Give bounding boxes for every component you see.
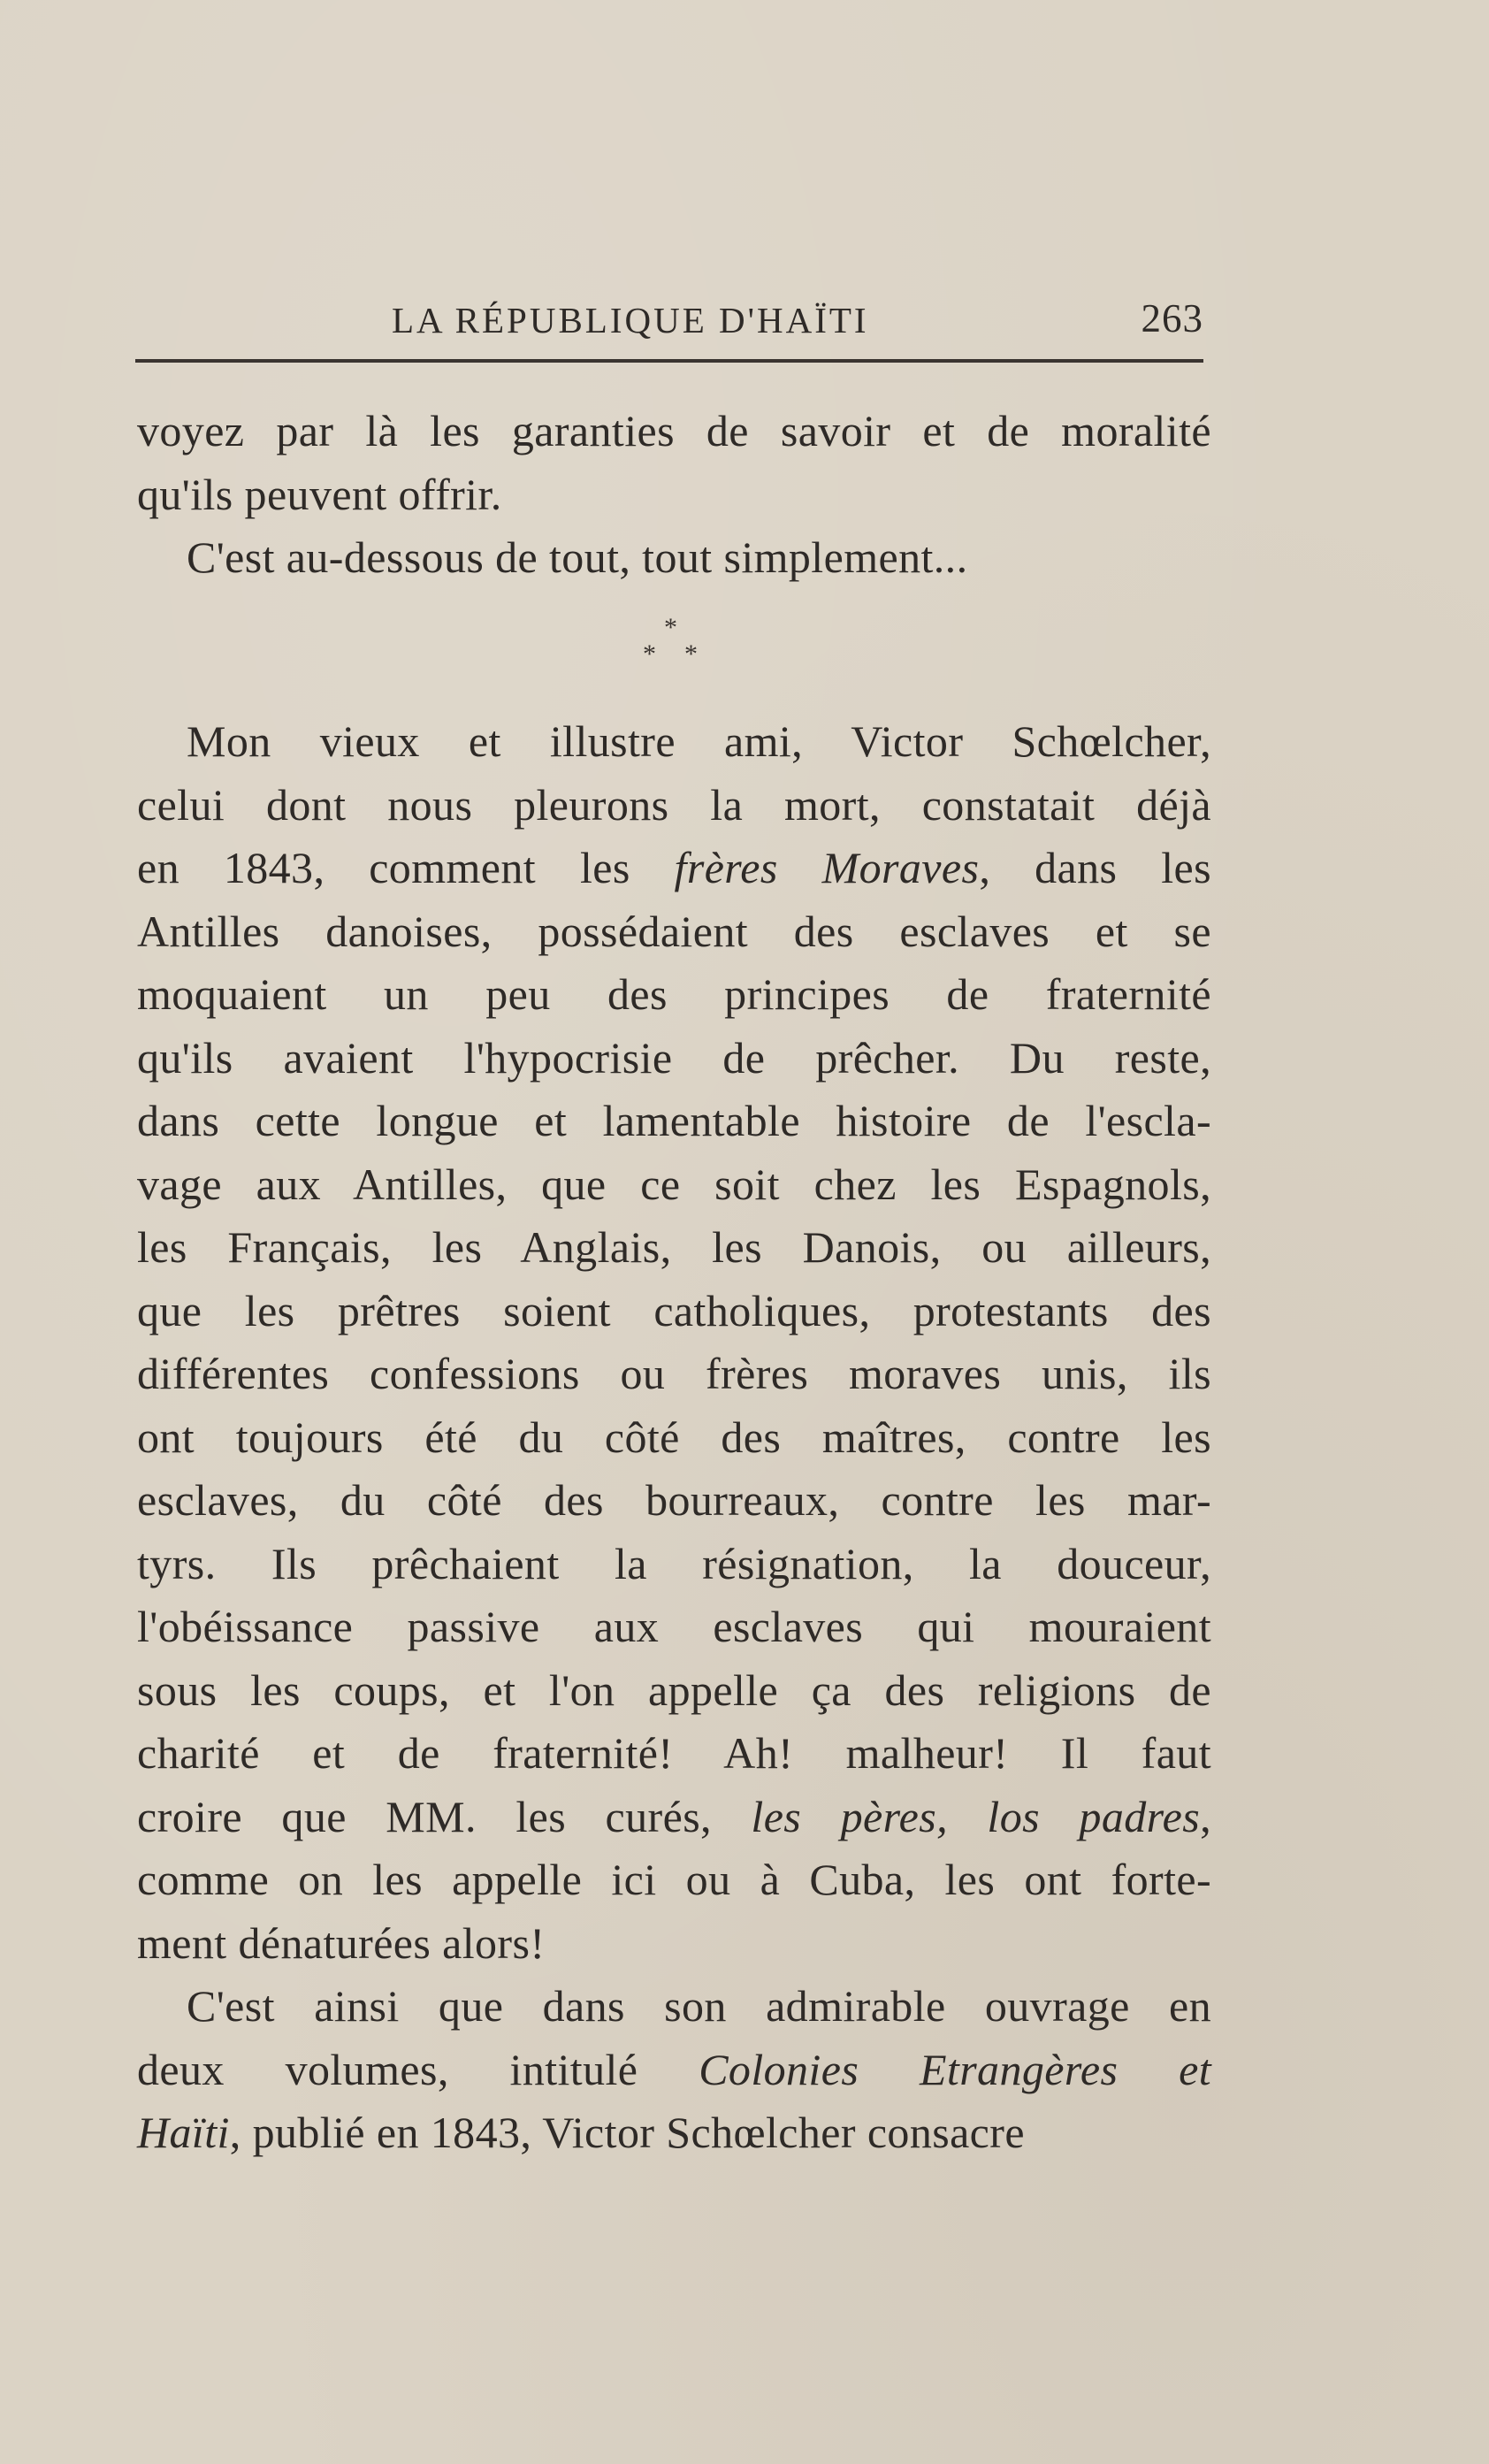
text-run: croire que MM. les curés, (137, 1791, 752, 1841)
text-line: comme on les appelle ici ou à Cuba, les ont forte- (137, 1855, 1211, 1904)
text-line: moquaient un peu des principes de fraternité (137, 969, 1211, 1019)
italic-run: les pères, los padres (751, 1791, 1201, 1841)
text-line (137, 837, 1211, 900)
text-line: qu'ils avaient l'hypocrisie de prêcher. Du reste, (137, 1032, 1211, 1083)
asterism-star: * (664, 613, 677, 642)
text-line (137, 2101, 1211, 2165)
text-run: , publié en 1843, Victor Schœlcher consacre (229, 2108, 1025, 2157)
text-run: , dans les (979, 843, 1211, 892)
text-line: esclaves, du côté des bourreaux, contre les mar- (137, 1475, 1211, 1525)
running-title: LA RÉPUBLIQUE D'HAÏTI (392, 300, 869, 341)
text-line: C'est au-dessous de tout, tout simplement... (187, 532, 968, 582)
text-line: vage aux Antilles, que ce soit chez les Espagnols, (137, 1159, 1211, 1209)
text-line: ment dénaturées alors! (137, 1917, 546, 1968)
text-line: celui dont nous pleurons la mort, constatait déjà (137, 779, 1211, 830)
text-line (137, 2039, 1211, 2102)
text-line: sous les coups, et l'on appelle ça des religions de (137, 1664, 1211, 1715)
asterism-star: * (643, 639, 656, 669)
text-line: Mon vieux et illustre ami, Victor Schœlcher, (187, 716, 1211, 766)
header-rule (135, 359, 1203, 363)
text-line: tyrs. Ils prêchaient la résignation, la douceur, (137, 1538, 1211, 1588)
text-line: ont toujours été du côté des maîtres, contre les (137, 1412, 1211, 1462)
paragraph-opening (137, 400, 1211, 590)
text-line: que les prêtres soient catholiques, protestants des (137, 1285, 1211, 1335)
text-run: en 1843, comment les (137, 843, 675, 892)
italic-run: Colonies Etrangères et (699, 2044, 1211, 2094)
text-line: voyez par là les garanties de savoir et de moralité (137, 406, 1211, 455)
asterism-separator (635, 615, 714, 677)
text-line: l'obéissance passive aux esclaves qui mouraient (137, 1602, 1211, 1651)
text-line: qu'ils peuvent offrir. (137, 469, 502, 519)
paragraph-main (137, 710, 1211, 2165)
asterism-star: * (684, 639, 698, 669)
text-line: différentes confessions ou frères moraves unis, ils (137, 1349, 1211, 1398)
text-line: Antilles danoises, possédaient des esclaves et se (137, 906, 1211, 956)
text-run: deux volumes, intitulé (137, 2044, 699, 2094)
italic-run: frères Moraves (674, 843, 980, 892)
text-line: les Français, les Anglais, les Danois, ou ailleurs, (137, 1222, 1211, 1272)
text-line: dans cette longue et lamentable histoire de l'escla- (137, 1096, 1211, 1145)
text-line: C'est ainsi que dans son admirable ouvrage en (187, 1981, 1211, 2031)
text-line (137, 1786, 1211, 1849)
text-run: , (1200, 1791, 1211, 1841)
page-number: 263 (1141, 296, 1203, 341)
running-head (135, 295, 1203, 348)
italic-run: Haïti (137, 2108, 230, 2157)
text-line: charité et de fraternité! Ah! malheur! Il faut (137, 1728, 1211, 1778)
